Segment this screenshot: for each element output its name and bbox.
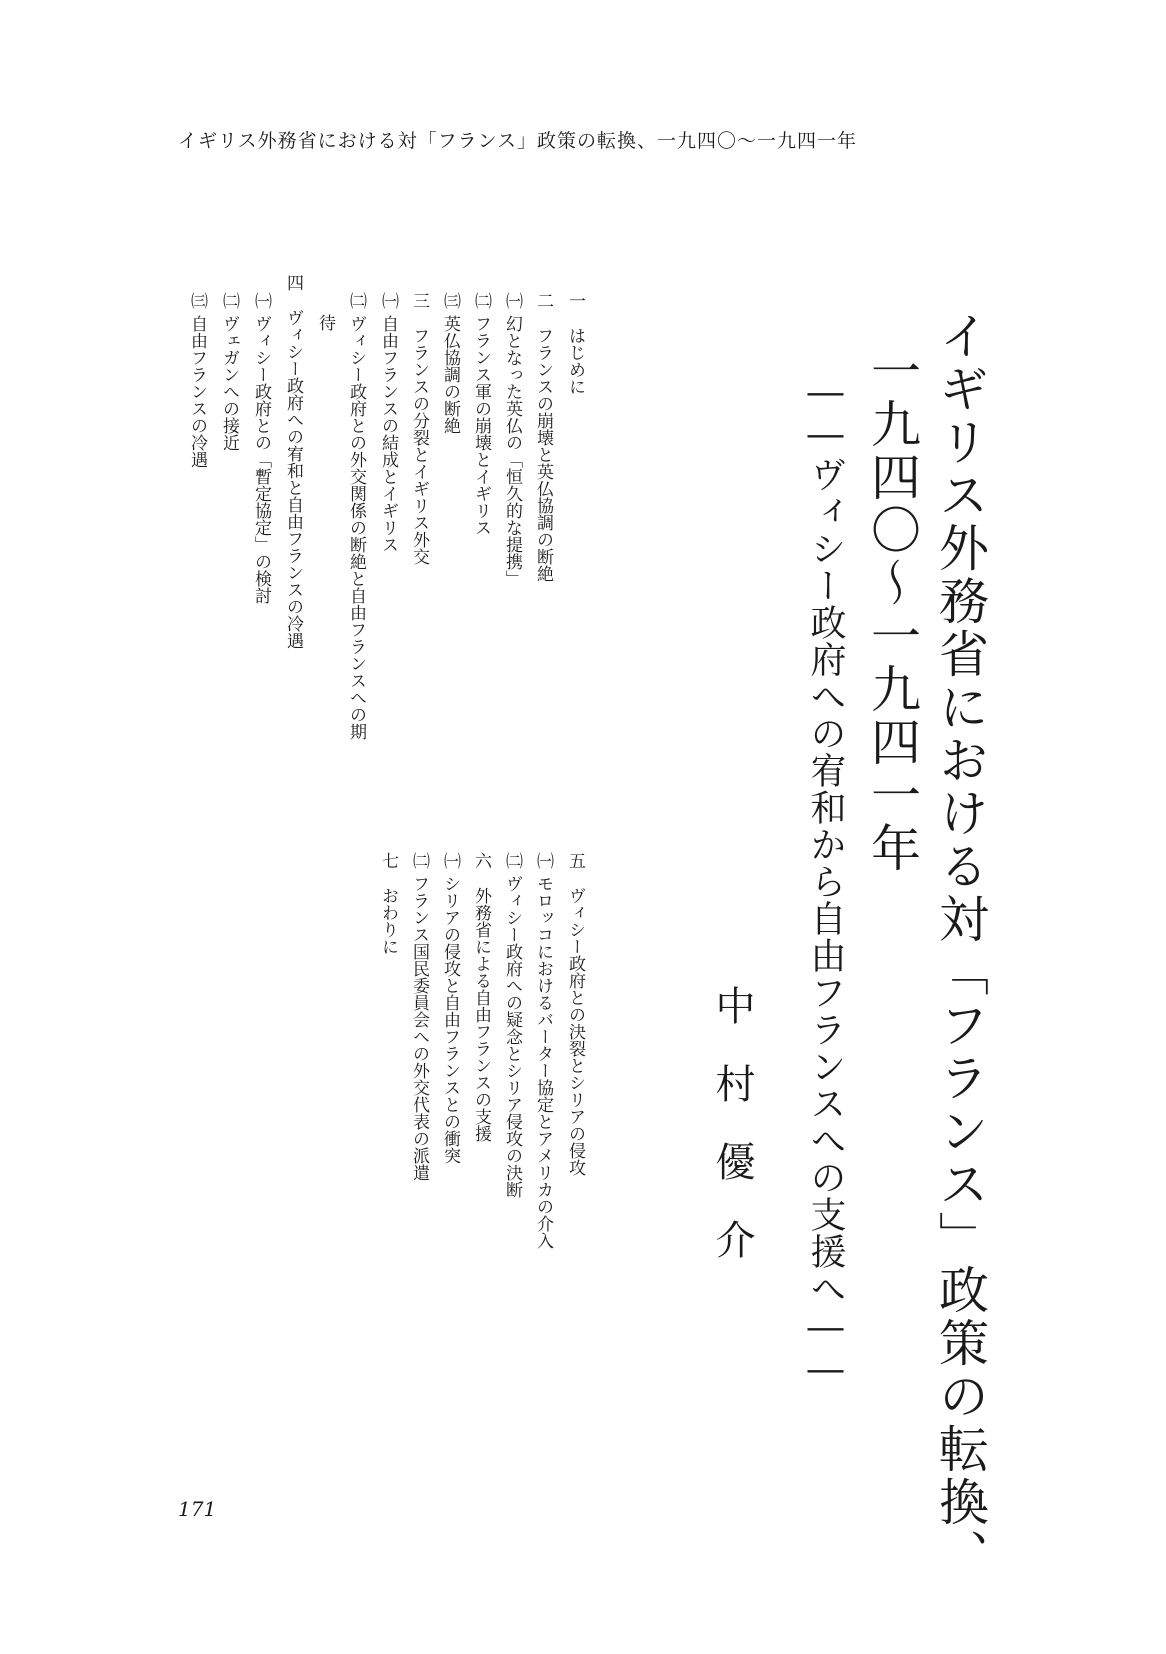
toc-entry-number: ㈡ xyxy=(471,292,491,309)
toc-entry xyxy=(410,292,427,565)
toc-entry-number: ㈡ xyxy=(219,292,239,309)
toc-entry xyxy=(252,292,269,604)
toc-entry-number: 七 xyxy=(378,852,398,869)
toc-entry-text: 幻となった英仏の「恒久的な提携」 xyxy=(502,315,522,587)
toc-entry-text: ヴィシー政府への疑念とシリア侵攻の決断 xyxy=(502,875,522,1198)
toc-entry xyxy=(566,292,583,395)
toc-entry-number: 四 xyxy=(283,274,303,291)
toc-entry-text: 外務省による自由フランスの支援 xyxy=(471,887,491,1142)
toc-entry xyxy=(534,292,551,582)
toc-entry xyxy=(503,292,520,587)
toc-entry xyxy=(188,292,205,468)
toc-entry-text: フランス軍の崩壊とイギリス xyxy=(471,315,491,536)
toc-entry xyxy=(566,852,583,1176)
article-title-line-1: イギリス外務省における対「フランス」政策の転換、 xyxy=(931,310,989,1582)
toc-entry-number: ㈡ xyxy=(409,852,429,869)
toc-entry-text: 英仏協調の断絶 xyxy=(440,315,460,434)
toc-entry xyxy=(441,852,458,1164)
toc-entry-number: 六 xyxy=(471,852,491,869)
toc-entry xyxy=(347,292,364,740)
toc-entry-continuation xyxy=(316,314,333,331)
toc-entry-number: ㈠ xyxy=(378,292,398,309)
toc-entry xyxy=(503,852,520,1198)
toc-entry-text: 待 xyxy=(315,314,335,331)
toc-entry-number: 一 xyxy=(565,292,585,309)
toc-entry-number: 五 xyxy=(565,852,585,869)
toc-entry xyxy=(379,852,396,955)
toc-entry-text: モロッコにおけるバーター協定とアメリカの介入 xyxy=(533,875,553,1249)
toc-entry-text: ヴィシー政府との「暫定協定」の検討 xyxy=(251,315,271,604)
toc-entry-text: ヴィシー政府との外交関係の断絶と自由フランスへの期 xyxy=(346,315,366,740)
toc-entry xyxy=(379,292,396,553)
toc-entry-number: ㈢ xyxy=(440,292,460,309)
article-subtitle: ――ヴィシー政府への宥和から自由フランスへの支援へ―― xyxy=(805,372,846,1391)
toc-entry-number: 二 xyxy=(533,292,553,309)
toc-entry-text: ヴィシー政府への宥和と自由フランスの冷遇 xyxy=(283,309,303,649)
toc-entry-text: シリアの侵攻と自由フランスとの衝突 xyxy=(440,875,460,1164)
toc-entry xyxy=(284,274,301,649)
toc-entry-number: ㈠ xyxy=(502,292,522,309)
toc-entry-text: 自由フランスの結成とイギリス xyxy=(378,315,398,553)
toc-entry-number: ㈠ xyxy=(440,852,460,869)
toc-entry-text: フランスの分裂とイギリス外交 xyxy=(409,327,429,565)
toc-entry-number: ㈡ xyxy=(502,852,522,869)
running-head: イギリス外務省における対「フランス」政策の転換、一九四〇〜一九四一年 xyxy=(178,130,858,152)
toc-entry-text: おわりに xyxy=(378,887,398,955)
article-title-line-2: 一九四〇〜一九四一年 xyxy=(863,345,921,875)
page-number: 171 xyxy=(178,1497,217,1521)
toc-entry xyxy=(410,852,427,1181)
toc-entry-number: ㈡ xyxy=(346,292,366,309)
toc-entry-text: 自由フランスの冷遇 xyxy=(187,315,207,468)
toc-entry-text: ヴェガンへの接近 xyxy=(219,315,239,451)
toc-entry-text: フランスの崩壊と英仏協調の断絶 xyxy=(533,327,553,582)
toc-entry xyxy=(534,852,551,1249)
toc-entry xyxy=(472,292,489,536)
toc-entry-number: ㈠ xyxy=(533,852,553,869)
author-name: 中村優介 xyxy=(709,985,755,1297)
toc-entry-text: ヴィシー政府との決裂とシリアの侵攻 xyxy=(565,887,585,1176)
toc-entry-text: フランス国民委員会への外交代表の派遣 xyxy=(409,875,429,1181)
toc-entry xyxy=(472,852,489,1142)
toc-entry xyxy=(220,292,237,451)
toc-entry-number: 三 xyxy=(409,292,429,309)
toc-entry-text: はじめに xyxy=(565,327,585,395)
toc-entry-number: ㈢ xyxy=(187,292,207,309)
toc-entry-number: ㈠ xyxy=(251,292,271,309)
toc-entry xyxy=(441,292,458,434)
